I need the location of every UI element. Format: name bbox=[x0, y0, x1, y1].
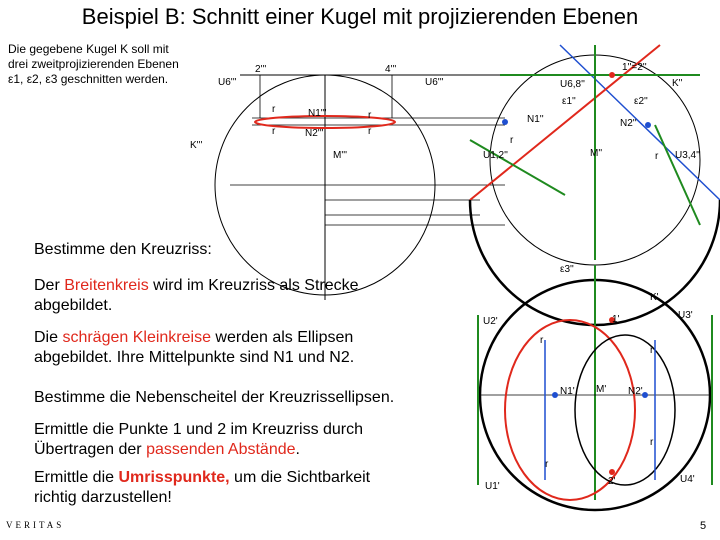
veritas-logo: VERITAS bbox=[6, 520, 65, 530]
intro-line-3: ε1, ε2, ε3 geschnitten werden. bbox=[8, 72, 169, 86]
svg-text:r: r bbox=[368, 126, 372, 137]
svg-text:M''': M''' bbox=[333, 150, 348, 161]
svg-text:U3': U3' bbox=[678, 310, 693, 321]
svg-text:r: r bbox=[655, 151, 659, 162]
svg-text:N2'': N2'' bbox=[620, 118, 637, 129]
svg-text:r: r bbox=[650, 437, 654, 448]
svg-text:r: r bbox=[650, 345, 654, 356]
intro-line-2: drei zweitprojizierenden Ebenen bbox=[8, 57, 179, 71]
svg-text:ε1'': ε1'' bbox=[562, 96, 576, 107]
paragraph-2: Die schrägen Kleinkreise werden als Ellipsen abgebildet. Ihre Mittelpunkte sind N1 und N2. bbox=[34, 329, 355, 366]
svg-text:K'': K'' bbox=[672, 78, 683, 89]
svg-text:N2': N2' bbox=[628, 386, 643, 397]
svg-text:M': M' bbox=[596, 384, 607, 395]
svg-text:r: r bbox=[510, 135, 514, 146]
paragraph-1: Der Breitenkreis wird im Kreuzriss als Strecke abgebildet. bbox=[34, 277, 359, 314]
svg-text:r: r bbox=[545, 459, 549, 470]
svg-text:4''': 4''' bbox=[385, 64, 397, 75]
svg-text:N1''': N1''' bbox=[308, 108, 327, 119]
svg-text:1''=2'': 1''=2'' bbox=[622, 62, 647, 73]
svg-text:2': 2' bbox=[608, 476, 616, 487]
point-N2 bbox=[645, 122, 651, 128]
svg-text:r: r bbox=[368, 110, 372, 121]
label-U6t: U6''' bbox=[218, 77, 237, 88]
svg-text:N2''': N2''' bbox=[305, 128, 324, 139]
point-N1 bbox=[502, 119, 508, 125]
svg-text:r: r bbox=[272, 126, 276, 137]
svg-text:U1': U1' bbox=[485, 481, 500, 492]
svg-text:N1'': N1'' bbox=[527, 114, 544, 125]
svg-text:K': K' bbox=[650, 292, 659, 303]
svg-text:1': 1' bbox=[612, 314, 620, 325]
svg-text:U2': U2' bbox=[483, 316, 498, 327]
paragraph-4: Ermittle die Punkte 1 und 2 im Kreuzriss durch Übertragen der passenden Abstände. bbox=[34, 421, 364, 458]
svg-text:M'': M'' bbox=[590, 148, 603, 159]
page-number: 5 bbox=[700, 520, 707, 532]
ellipse-cross-2 bbox=[575, 335, 675, 485]
svg-text:N1': N1' bbox=[560, 386, 575, 397]
paragraph-3: Bestimme die Nebenscheitel der Kreuzrissellipsen. bbox=[34, 389, 395, 406]
svg-text:U6''': U6''' bbox=[425, 77, 444, 88]
point-1-2 bbox=[609, 72, 615, 78]
svg-text:K''': K''' bbox=[190, 140, 203, 151]
green-left bbox=[470, 140, 565, 195]
svg-text:r: r bbox=[540, 335, 544, 346]
task-heading: Bestimme den Kreuzriss: bbox=[34, 241, 212, 258]
slide-title: Beispiel B: Schnitt einer Kugel mit projizierenden Ebenen bbox=[81, 4, 639, 29]
svg-text:r: r bbox=[272, 104, 276, 115]
ellipse-cross-1 bbox=[505, 320, 635, 500]
intro-line-1: Die gegebene Kugel K soll mit bbox=[8, 42, 169, 56]
svg-text:U1,2'': U1,2'' bbox=[483, 150, 508, 161]
svg-text:U4': U4' bbox=[680, 474, 695, 485]
svg-text:2''': 2''' bbox=[255, 64, 267, 75]
svg-text:ε3'': ε3'' bbox=[560, 264, 574, 275]
svg-text:ε2'': ε2'' bbox=[634, 96, 648, 107]
svg-text:U3,4'': U3,4'' bbox=[675, 150, 700, 161]
svg-text:U6,8'': U6,8'' bbox=[560, 79, 585, 90]
paragraph-5: Ermittle die Umrisspunkte, um die Sichtbarkeit richtig darzustellen! bbox=[34, 469, 371, 506]
